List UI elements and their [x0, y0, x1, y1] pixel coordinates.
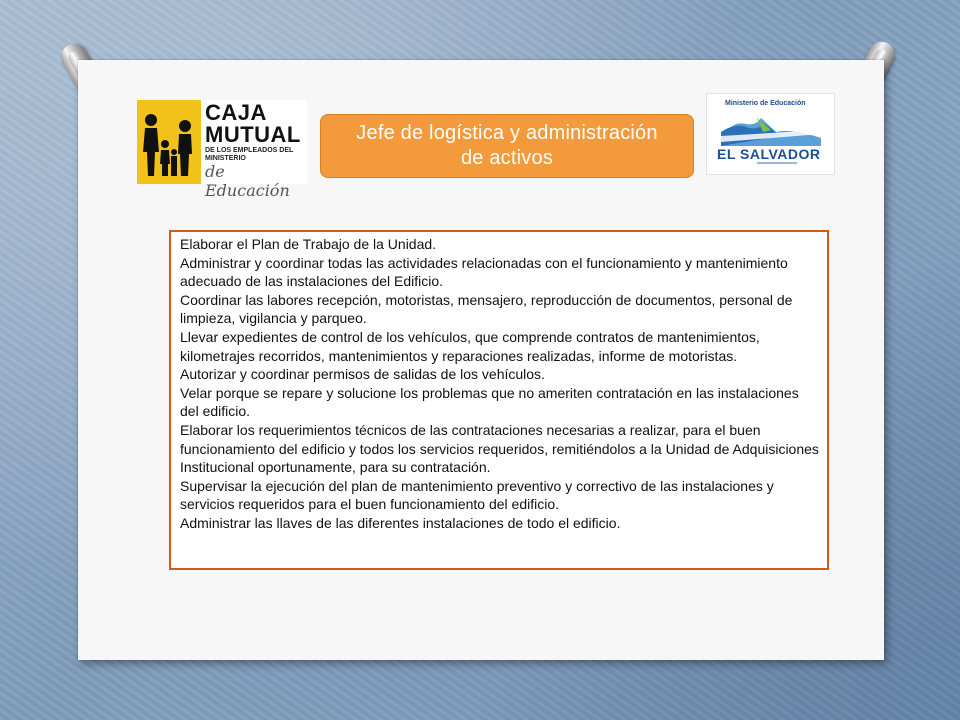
ministerio-label: Ministerio de Educación [725, 100, 806, 107]
responsibility-item: Administrar las llaves de las diferentes instalaciones de todo el edificio. [180, 514, 621, 531]
logo-word-mutual: MUTUAL [205, 122, 301, 147]
ministerio-country: EL SALVADOR [717, 146, 821, 162]
logo-script: de Educación [205, 162, 290, 200]
title-line-1: Jefe de logística y administración [356, 122, 658, 144]
responsibility-item: Velar porque se repare y solucione los problemas que no ameriten contratación en las instalaciones del edificio. [180, 384, 799, 420]
ministerio-logo [707, 94, 834, 174]
responsibility-item: Supervisar la ejecución del plan de mantenimiento preventivo y correctivo de las instalaciones y servicios requeridos para el buen funcionamiento del edificio. [180, 477, 774, 513]
ministerio-underline [757, 162, 797, 164]
responsibility-item: Coordinar las labores recepción, motoristas, mensajero, reproducción de documentos, personal de limpieza, vigilancia y parqueo. [180, 291, 793, 327]
family-emblem-icon [137, 100, 201, 184]
responsibility-item: Llevar expedientes de control de los vehículos, que comprende contratos de mantenimientos, kilometrajes recorridos, mantenimientos y reparaciones realizadas, informe de motoristas. [180, 328, 760, 364]
page-title [320, 114, 694, 178]
page-title-text [356, 121, 657, 171]
responsibility-item: Autorizar y coordinar permisos de salidas de los vehículos. [180, 366, 545, 383]
responsibility-item: Administrar y coordinar todas las actividades relacionadas con el funcionamiento y mantenimiento adecuado de las instalaciones del Edificio. [180, 254, 788, 290]
caja-mutual-logo [137, 100, 307, 200]
responsibility-item: Elaborar el Plan de Trabajo de la Unidad. [180, 236, 437, 252]
logo-word-caja: CAJA [205, 100, 267, 125]
flag-mountains-icon [721, 110, 821, 146]
responsibilities-box [169, 230, 829, 570]
responsibility-item: Elaborar los requerimientos técnicos de las contrataciones necesarias a realizar, para el buen funcionamiento del edificio y todos los servicios requeridos, remitiéndolos a la Unidad de Adquisiciones Institucional oportunamente, para su contratación. [180, 421, 819, 476]
logo-tagline: DE LOS EMPLEADOS DEL MINISTERIO [205, 147, 294, 162]
title-line-2: de activos [460, 147, 554, 169]
